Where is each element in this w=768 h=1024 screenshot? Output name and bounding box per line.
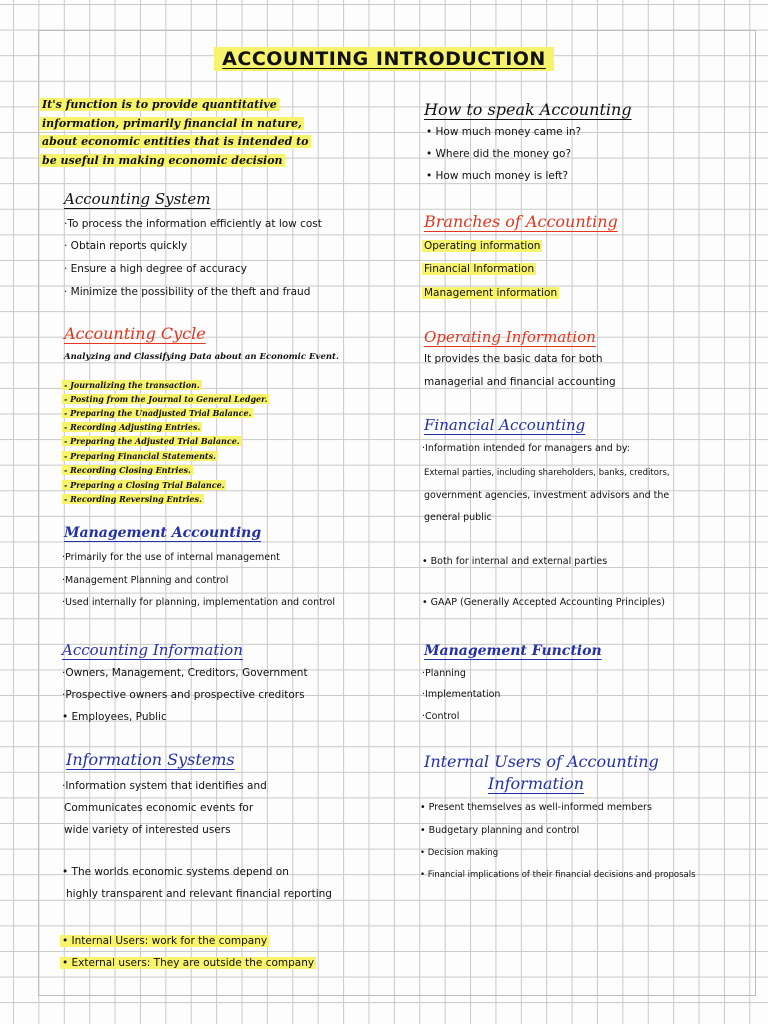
cycle-step: - Preparing the Adjusted Trial Balance. bbox=[64, 436, 240, 446]
list-item: • How much money is left? bbox=[426, 170, 569, 182]
title-text: ACCOUNTING INTRODUCTION bbox=[214, 47, 554, 71]
management-function-heading: Management Function bbox=[424, 643, 602, 659]
branches-heading: Branches of Accounting bbox=[424, 212, 618, 231]
list-item: • How much money came in? bbox=[426, 126, 582, 138]
accounting-cycle-heading: Accounting Cycle bbox=[64, 324, 206, 343]
page-border bbox=[38, 30, 756, 996]
list-item: • Employees, Public bbox=[62, 711, 167, 723]
operating-information-heading: Operating Information bbox=[424, 328, 596, 346]
cycle-step: - Recording Closing Entries. bbox=[64, 465, 191, 475]
management-accounting-heading: Management Accounting bbox=[64, 525, 262, 541]
paragraph-line: government agencies, investment advisors and the bbox=[424, 490, 670, 501]
list-item: · Ensure a high degree of accuracy bbox=[64, 263, 247, 275]
accounting-system-heading: Accounting System bbox=[64, 190, 211, 208]
paragraph-line: wide variety of interested users bbox=[64, 824, 231, 836]
cycle-step: - Preparing Financial Statements. bbox=[64, 451, 216, 461]
cycle-step: - Recording Adjusting Entries. bbox=[64, 422, 201, 432]
information-systems-heading: Information Systems bbox=[66, 750, 235, 769]
financial-accounting-heading: Financial Accounting bbox=[424, 416, 586, 434]
list-item: • Financial implications of their financial decisions and proposals bbox=[420, 870, 696, 880]
paragraph-line: managerial and financial accounting bbox=[424, 376, 616, 388]
list-item: · Minimize the possibility of the theft and fraud bbox=[64, 286, 311, 298]
paragraph-line: • The worlds economic systems depend on bbox=[62, 866, 289, 878]
paragraph-line: • GAAP (Generally Accepted Accounting Principles) bbox=[422, 597, 665, 608]
paragraph-line: It provides the basic data for both bbox=[424, 353, 603, 365]
list-item: • Budgetary planning and control bbox=[420, 825, 580, 836]
paragraph-line: External parties, including shareholders, banks, creditors, bbox=[424, 468, 670, 478]
list-item: ·Management Planning and control bbox=[62, 575, 229, 586]
page-title bbox=[0, 48, 768, 70]
paragraph-line: • Both for internal and external parties bbox=[422, 556, 608, 567]
list-item: ·Prospective owners and prospective creditors bbox=[62, 689, 305, 701]
external-users-note: • External users: They are outside the company bbox=[62, 957, 315, 969]
list-item: ·Used internally for planning, implementation and control bbox=[62, 597, 336, 608]
branch-item: Management information bbox=[424, 287, 558, 299]
list-item: ·Control bbox=[422, 711, 460, 722]
cycle-step: - Recording Reversing Entries. bbox=[64, 494, 202, 504]
list-item: ·Planning bbox=[422, 668, 466, 679]
cycle-step: - Preparing the Unadjusted Trial Balance. bbox=[64, 408, 252, 418]
paragraph-line: highly transparent and relevant financial reporting bbox=[66, 888, 332, 900]
list-item: ·Implementation bbox=[422, 689, 501, 700]
cycle-step: - Posting from the Journal to General Ledger. bbox=[64, 394, 268, 404]
intro-text: It's function is to provide quantitative information, primarily financial in nature, about economic entities that is intended to be useful in making economic decision bbox=[42, 98, 309, 167]
list-item: · Obtain reports quickly bbox=[64, 240, 188, 252]
how-to-speak-heading: How to speak Accounting bbox=[424, 100, 632, 119]
list-item: • Decision making bbox=[420, 848, 499, 858]
intro-paragraph bbox=[40, 96, 320, 170]
paragraph-line: general public bbox=[424, 512, 492, 523]
accounting-cycle-subtitle: Analyzing and Classifying Data about an Economic Event. bbox=[64, 352, 339, 362]
list-item: • Where did the money go? bbox=[426, 148, 572, 160]
cycle-step: - Preparing a Closing Trial Balance. bbox=[64, 480, 225, 490]
internal-users-note: • Internal Users: work for the company bbox=[62, 935, 268, 947]
list-item: ·To process the information efficiently at low cost bbox=[64, 218, 322, 230]
list-item: ·Owners, Management, Creditors, Government bbox=[62, 667, 308, 679]
paragraph-line: ·Information system that identifies and bbox=[62, 780, 267, 792]
list-item: ·Primarily for the use of internal management bbox=[62, 552, 280, 563]
paragraph-line: Communicates economic events for bbox=[64, 802, 254, 814]
cycle-step: - Journalizing the transaction. bbox=[64, 380, 200, 390]
accounting-information-heading: Accounting Information bbox=[62, 641, 243, 659]
paragraph-line: ·Information intended for managers and by: bbox=[422, 443, 631, 454]
branch-item: Operating information bbox=[424, 240, 541, 252]
internal-users-heading-line2: Information bbox=[488, 774, 585, 793]
list-item: • Present themselves as well-informed members bbox=[420, 802, 652, 813]
branch-item: Financial Information bbox=[424, 263, 535, 275]
internal-users-heading-line1: Internal Users of Accounting bbox=[424, 752, 659, 771]
